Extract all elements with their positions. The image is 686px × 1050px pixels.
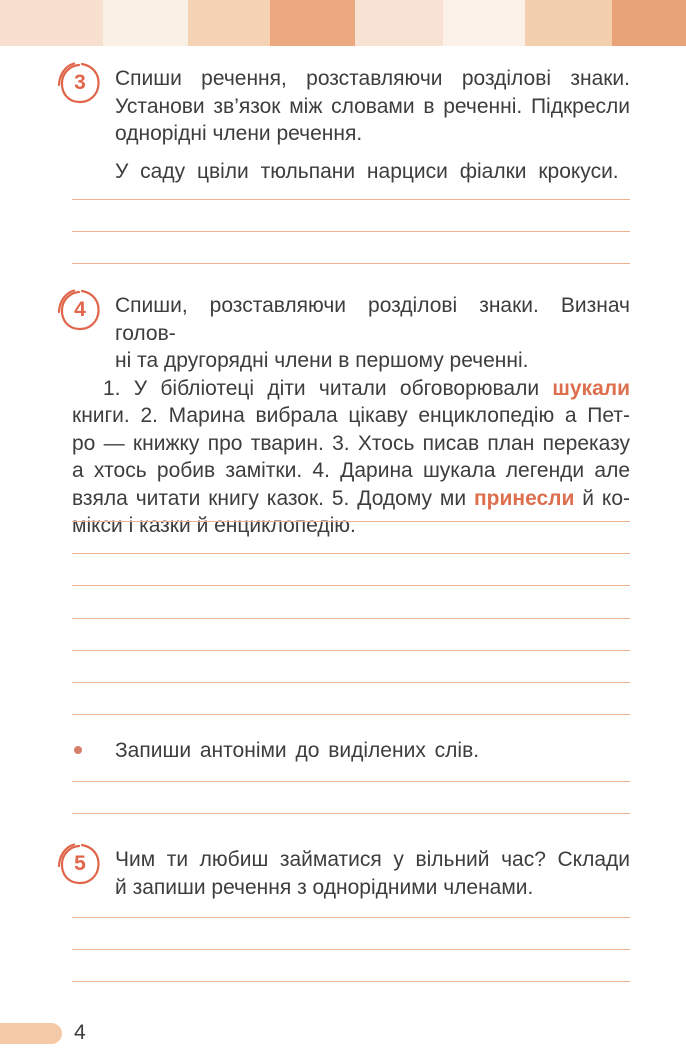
text-line: 1. У бібліотеці діти читали обговорювали шукали <box>103 376 630 400</box>
exercise-3-writing-lines <box>72 168 630 265</box>
text-line: ні та другорядні члени в першому реченні. <box>115 349 529 372</box>
exercise-number: 3 <box>74 71 86 94</box>
text-line: однорідні члени речення. <box>115 122 363 145</box>
text-line: книги. 2. Марина вибрала цікаву енциклопедію а Пет- <box>72 404 630 427</box>
decorative-top-strip <box>0 0 686 46</box>
exercise-3-sentence: У саду цвіли тюльпани нарциси фіалки крокуси. <box>115 159 619 183</box>
writing-line <box>72 168 630 200</box>
writing-line <box>72 651 630 683</box>
writing-line <box>72 619 630 651</box>
strip-color-block <box>355 0 443 46</box>
page-number: 4 <box>74 1021 86 1044</box>
strip-color-block <box>103 0 188 46</box>
writing-line <box>72 200 630 232</box>
exercise-3-number-badge <box>57 61 103 105</box>
exercise-number: 4 <box>74 298 86 321</box>
writing-line <box>72 750 630 782</box>
exercise-5-writing-lines <box>72 886 630 983</box>
writing-line <box>72 782 630 814</box>
writing-line <box>72 232 630 264</box>
writing-line <box>72 950 630 982</box>
writing-line <box>72 490 630 522</box>
footer-page-tab <box>0 1023 62 1044</box>
strip-color-block <box>612 0 686 46</box>
bullet-task-text: Запиши антоніми до виділених слів. <box>115 739 480 762</box>
strip-color-block <box>0 0 103 46</box>
writing-line <box>72 886 630 918</box>
writing-line <box>72 554 630 586</box>
text-line: Установи зв’язок між словами в реченні. Підкресли <box>115 94 630 118</box>
text-line: взяла читати книгу казок. 5. Додому ми принесли й ко- <box>72 486 630 510</box>
exercise-5-number-badge <box>57 842 103 886</box>
text-line: Спиши, розставляючи розділові знаки. Визнач голов- <box>115 294 630 345</box>
text-line: а хтось робив замітки. 4. Дарина шукала легенди але <box>72 459 630 482</box>
text-line: й запиши речення з однорідними членами. <box>115 875 534 899</box>
strip-color-block <box>270 0 355 46</box>
exercise-4-writing-lines <box>72 490 630 715</box>
exercise-4-number-badge <box>57 288 103 332</box>
strip-color-block <box>188 0 270 46</box>
exercise-3-instruction <box>115 65 630 148</box>
text-line: Спиши речення, розставляючи розділові знаки. <box>115 67 630 90</box>
highlighted-word: шукали <box>552 376 630 400</box>
highlighted-word: принесли <box>473 486 575 510</box>
writing-line <box>72 522 630 554</box>
writing-line <box>72 586 630 618</box>
text-line: мікси і казки й енциклопедію. <box>72 514 356 537</box>
text-line: ро — книжку про тварин. 3. Хтось писав план переказу <box>72 431 630 455</box>
writing-line <box>72 683 630 715</box>
text-line: Чим ти любиш займатися у вільний час? Склади <box>115 848 630 871</box>
exercise-number: 5 <box>74 852 86 875</box>
exercise-4-instruction <box>115 292 630 375</box>
writing-line <box>72 918 630 950</box>
strip-color-block <box>443 0 525 46</box>
bullet-task-writing-lines <box>72 750 630 814</box>
strip-color-block <box>525 0 612 46</box>
